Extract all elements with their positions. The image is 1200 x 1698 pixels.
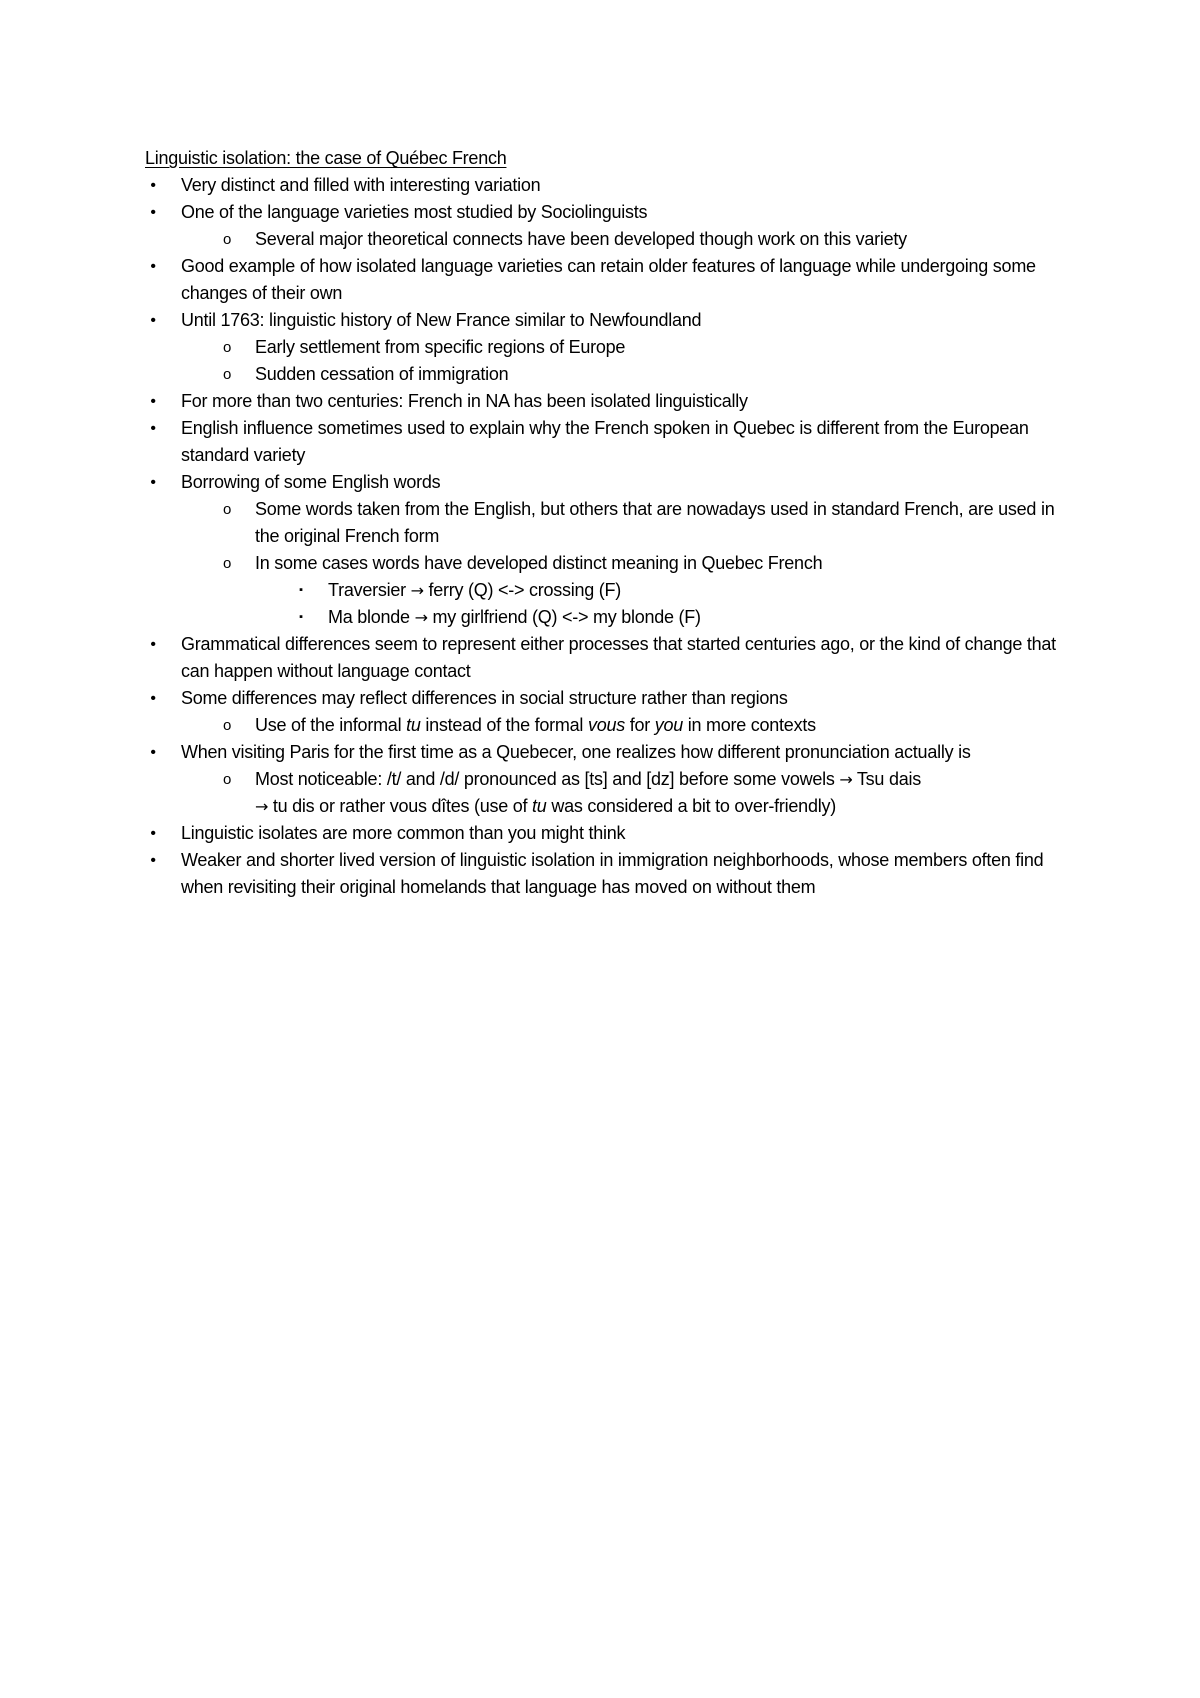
arrow-right-icon: → bbox=[255, 797, 269, 816]
list-item bbox=[145, 307, 1075, 334]
text-run: Tsu dais bbox=[852, 769, 921, 789]
list-item-text: Very distinct and filled with interesting variation bbox=[181, 175, 541, 195]
list-item bbox=[145, 172, 1075, 199]
source-word: Ma blonde bbox=[328, 607, 415, 627]
circle-marker: o bbox=[222, 339, 232, 356]
sub-list-item bbox=[145, 226, 1075, 253]
bullet-marker: • bbox=[150, 420, 156, 437]
meaning-text: ferry (Q) <-> crossing (F) bbox=[423, 580, 622, 600]
list-item-text: Some differences may reflect differences in social structure rather than regions bbox=[181, 688, 788, 708]
source-word: Traversier bbox=[328, 580, 411, 600]
bullet-marker: • bbox=[150, 312, 156, 329]
text-run: tu dis or rather vous dîtes (use of bbox=[268, 796, 533, 816]
circle-marker: o bbox=[222, 366, 232, 383]
list-item-text: One of the language varieties most studied by Sociolinguists bbox=[181, 202, 648, 222]
text-run: Use of the informal bbox=[255, 715, 407, 735]
list-item-text: Linguistic isolates are more common than you might think bbox=[181, 823, 626, 843]
sub-list-item bbox=[145, 334, 1075, 361]
list-item bbox=[145, 631, 1075, 685]
sub-sub-list-item bbox=[145, 577, 1075, 604]
circle-marker: o bbox=[222, 717, 232, 734]
document-content bbox=[145, 145, 1075, 901]
sub-sub-list-item bbox=[145, 604, 1075, 631]
list-item bbox=[145, 253, 1075, 307]
text-run: for bbox=[624, 715, 655, 735]
list-item bbox=[145, 199, 1075, 226]
list-item bbox=[145, 847, 1075, 901]
text-run: instead of the formal bbox=[420, 715, 588, 735]
text-run: Most noticeable: /t/ and /d/ pronounced as [ts] and [dz] before some vowels bbox=[255, 769, 840, 789]
list-item-text: When visiting Paris for the first time as a Quebecer, one realizes how different pronunciation actually is bbox=[181, 742, 971, 762]
bullet-marker: • bbox=[150, 204, 156, 221]
text-run: was considered a bit to over-friendly) bbox=[546, 796, 836, 816]
list-item-text: English influence sometimes used to explain why the French spoken in Quebec is different from the European standard variety bbox=[181, 418, 1029, 465]
square-marker: ▪ bbox=[299, 611, 303, 623]
list-item-text: Several major theoretical connects have been developed though work on this variety bbox=[255, 229, 907, 249]
list-item-text: In some cases words have developed distinct meaning in Quebec French bbox=[255, 553, 823, 573]
list-item bbox=[145, 739, 1075, 766]
list-item-text: Some words taken from the English, but others that are nowadays used in standard French, are used in the original French form bbox=[255, 499, 1055, 546]
list-item-text bbox=[328, 607, 701, 627]
bullet-marker: • bbox=[150, 393, 156, 410]
bullet-marker: • bbox=[150, 825, 156, 842]
bullet-marker: • bbox=[150, 690, 156, 707]
circle-marker: o bbox=[222, 501, 232, 518]
list-item bbox=[145, 820, 1075, 847]
circle-marker: o bbox=[222, 555, 232, 572]
bullet-marker: • bbox=[150, 636, 156, 653]
list-item-text: Until 1763: linguistic history of New France similar to Newfoundland bbox=[181, 310, 702, 330]
list-item-text: Good example of how isolated language varieties can retain older features of language while undergoing some changes of their own bbox=[181, 256, 1036, 303]
arrow-right-icon: → bbox=[839, 770, 853, 789]
list-item-text: Sudden cessation of immigration bbox=[255, 364, 509, 384]
arrow-right-icon: → bbox=[410, 581, 424, 600]
italic-term: tu bbox=[532, 796, 547, 816]
bullet-marker: • bbox=[150, 474, 156, 491]
sub-list-item bbox=[145, 361, 1075, 388]
list-item bbox=[145, 685, 1075, 712]
list-item-text: Borrowing of some English words bbox=[181, 472, 441, 492]
sub-list-item bbox=[145, 712, 1075, 739]
list-item-text: For more than two centuries: French in NA has been isolated linguistically bbox=[181, 391, 748, 411]
list-item-text bbox=[328, 580, 621, 600]
circle-marker: o bbox=[222, 231, 232, 248]
italic-term: tu bbox=[406, 715, 421, 735]
list-item-text: Early settlement from specific regions of Europe bbox=[255, 337, 626, 357]
arrow-right-icon: → bbox=[414, 608, 428, 627]
bullet-marker: • bbox=[150, 258, 156, 275]
list-item bbox=[145, 415, 1075, 469]
list-item-text bbox=[255, 769, 921, 816]
bullet-marker: • bbox=[150, 852, 156, 869]
circle-marker: o bbox=[222, 771, 232, 788]
document-title: Linguistic isolation: the case of Québec French bbox=[145, 148, 507, 168]
italic-term: vous bbox=[587, 715, 625, 735]
italic-term: you bbox=[654, 715, 684, 735]
meaning-text: my girlfriend (Q) <-> my blonde (F) bbox=[427, 607, 701, 627]
list-item bbox=[145, 469, 1075, 496]
list-item-text bbox=[255, 715, 816, 735]
list-item bbox=[145, 388, 1075, 415]
text-run: in more contexts bbox=[683, 715, 816, 735]
bullet-marker: • bbox=[150, 744, 156, 761]
square-marker: ▪ bbox=[299, 584, 303, 596]
sub-list-item bbox=[145, 550, 1075, 577]
sub-list-item bbox=[145, 766, 1075, 820]
sub-list-item bbox=[145, 496, 1075, 550]
list-item-text: Grammatical differences seem to represent either processes that started centuries ago, or the kind of change that can happen without language contact bbox=[181, 634, 1056, 681]
bullet-marker: • bbox=[150, 177, 156, 194]
list-item-text: Weaker and shorter lived version of linguistic isolation in immigration neighborhoods, whose members often find when revisiting their original homelands that language has moved on without them bbox=[181, 850, 1044, 897]
